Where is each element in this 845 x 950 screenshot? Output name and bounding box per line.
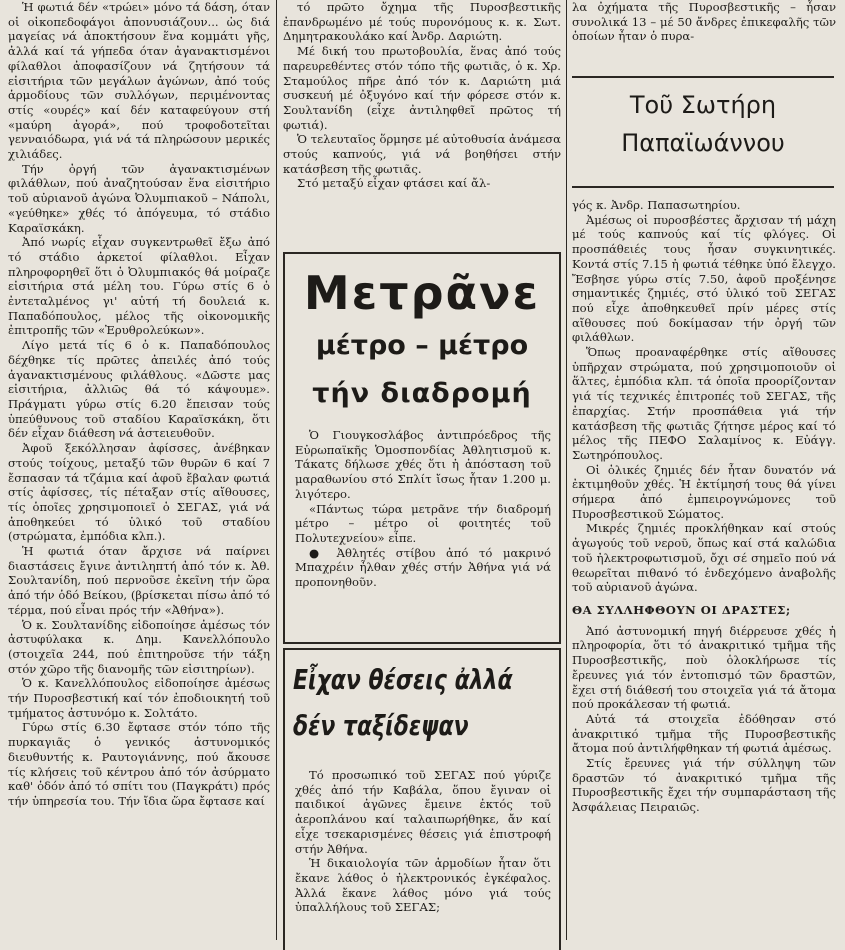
article-paragraph: Ἡ φωτιά δέν «τρώει» μόνο τά δάση, όταν οἱ οἰκοπεδοφάγοι ἀπονυσιάζουν... ὡς διά μαγείας νά ἀποκτήσουν ἕνα κομμάτι γῆς, ἀλλά καί τά γήπεδα όταν ἀγανακτισμένοι φίλαθλοι ἀποφασίζουν νά ζητήσουν τά εἰσιτήρια τῶν μεγάλων ἀγώνων, ἀπό τούς ἁρμοδίους τῶν συλλόγων, περιμένοντας στίς «ουρές» καί δέν καταφεύγουν στή «μαύρη ἀγορά», πού τροφοδοτεῖται γενναιόδωρα, γιά νά τά πληρώσουν μερικές χιλιάδες. [8,0,270,162]
article-paragraph: Ἡ φωτιά όταν ἄρχισε νά παίρνει διαστάσεις ἔγινε ἀντιληπτή ἀπό τόν κ. Ἀθ. Σουλτανίδη, πού περνοῦσε ἐκεῖνη τήν ὥρα ἀπό τήν ὁδό Βείκου, (βρίσκεται πίσω ἀπό τό τέρμα, πού εἶναι πρός τήν «Ἀθήνα»). [8,544,270,617]
article-paragraph: Ὁ τελευταῖος ὅρμησε μέ αὐτοθυσία ἀνάμεσα στούς καπνούς, γιά νά βοηθήσει στήν κατάσβεση τῆς φωτιᾶς. [283,132,561,176]
byline-line1: Τοῦ Σωτήρη [629,91,777,119]
box-paragraph: ● Ἀθλητές στίβου ἀπό τό μακρινό Μπαχρέιν ἦλθαν χθές στήν Ἀθήνα γιά νά προπονηθοῦν. [295,545,551,590]
article-paragraph: Ὅπως προαναφέρθηκε στίς αἴθουσες ὑπῆρχαν στρώματα, πού χρησιμοποιοῦν οἱ ἅλτες, ἐμπόδια κλπ. τά ὁποῖα προορίζονταν γιά τίς τεχνικές ἐπιτροπές τοῦ ΣΕΓΑΣ, τῆς ἐπαρχίας. Στήν προσπάθεια γιά τήν κατάσβεση τῆς φωτιᾶς ζήτησε μέρος καί τό μέλος τῆς ΠΕΦΟ Σαλαμίνος κ. Εὐάγγ. Σωτηρόπουλος. [572,345,836,462]
box-paragraph: «Πάντως τώρα μετρᾶνε τήν διαδρομή μέτρο – μέτρο οἱ φοιτητές τοῦ Πολυτεχνείου» εἶπε. [295,501,551,545]
box-body [295,768,551,915]
column-rule-left [276,0,277,940]
article-paragraph: γός κ. Ἀνδρ. Παπασωτηρίου. [572,198,741,212]
article-paragraph: Τήν ὀργή τῶν ἀγανακτισμένων φιλάθλων, πού ἀναζητούσαν ἕνα εἰσιτήριο τοῦ αὐριανοῦ ἀγώνα Ὀλυμπιακοῦ – Νάπολι, «γεύθηκε» χθές τό ἀπόγευμα, τό στάδιο Καραϊσκάκη. [8,161,270,235]
article-paragraph: Λίγο μετά τίς 6 ὁ κ. Παπαδόπουλος δέχθηκε τίς πρῶτες ἀπειλές ἀπό τούς ἀγανακτισμένους φιλάθλους. «Δῶστε μας εἰσιτήρια, ἀλλιῶς θά τό κάψουμε». Πράγματι γύρω στίς 6.20 ἔπεισαν τούς ὑπεύθυνους τοῦ σταδίου Καραϊσκάκη, ὅτι δέν εἶχαν διάθεση νά ἀστειευθοῦν. [8,338,270,441]
article-paragraph: Οἱ ὁλικές ζημιές δέν ἦταν δυνατόν νά ἐκτιμηθοῦν χθές. Ἡ ἐκτίμησή τους θά γίνει σήμερα ἀπό ἐμπειρογνώμονες τοῦ Πυροσβεστικοῦ Σώματος. [572,462,836,521]
article-paragraph: Στό μεταξύ εἶχαν φτάσει καί ἄλ- [297,176,491,191]
article-paragraph: λα ὀχήματα τῆς Πυροσβεστικῆς – ἦσαν συνολικά 13 – μέ 50 ἄνδρες ἐπικεφαλῆς τῶν ὁποίων ἦταν ὁ πυρα- [572,0,836,44]
sidebar-box-marathon [283,252,561,644]
box-headline-line2: δέν ταξίδεψαν [293,711,469,743]
article-paragraph: Ἀμέσως οἱ πυροσβέστες ἄρχισαν τή μάχη μέ τούς καπνούς καί τίς φλόγες. Οἱ προσπάθειές τους ἦσαν συγκινητικές. Κοντά στίς 7.15 ἡ φωτιά τέθηκε ὑπό ἔλεγχο. Ἔσβησε γύρω στίς 7.50, ἀφοῦ προξένησε σημαντικές ζημιές, στό ὑλικό τοῦ ΣΕΓΑΣ πού εἶχε ἀποθηκευθεῖ πρίν μέρες στίς αἴθουσες πού δοκίμασαν τήν ὀργή τῶν φιλάθλων. [572,212,836,345]
article-paragraph: Ὁ κ. Κανελλόπουλος εἰδοποίησε ἀμέσως τήν Πυροσβεστική καί τόν ἐποδιοικητή τοῦ τμήματος ἀστυνόμο κ. Σολτάτο. [8,676,270,720]
article-paragraph: Γύρω στίς 6.30 ἔφτασε στόν τόπο τῆς πυρκαγιᾶς ὁ γενικός ἀστυνομικός διευθυντής κ. Ραυτογιάννης, πού ἄκουσε τίς κλήσεις τοῦ κέντρου ἀπό τόν ἀσύρματο καθ' ὁδόν ἀπό τό σπίτι του (Παγκράτι) πρός τήν ὑπηρεσία του. Τήν ἴδια ὥρα ἔφτασε καί [8,720,270,808]
article-paragraph: Ἀπό ἀστυνομική πηγή διέρρευσε χθές ἡ πληροφορία, ὅτι τό ἀνακριτικό τμῆμα τῆς Πυροσβεστικῆς, ποὺ ὁλοκλήρωσε τίς ἔρευνες γιά τόν ἐντοπισμό τῶν δραστῶν, ἔχει στή διάθεσή του στοιχεῖα γιά τά ἄτομα πού προκάλεσαν τή φωτιά. [572,623,836,712]
article-paragraph: Αὐτά τά στοιχεῖα ἐδόθησαν στό ἀνακριτικό τμῆμα τῆς Πυροσβεστικῆς ἄτομα πού ἀντιλήφθηκαν τή φωτιά ἀμέσως. [572,711,836,756]
article-column-2 [283,0,561,250]
article-paragraph: Μικρές ζημιές προκλήθηκαν καί στούς ἀγωγούς τοῦ νεροῦ, ὅπως καί στά καλώδια τοῦ ἠλεκτροφωτισμοῦ, ὄχι σέ σημεῖο πού νά θεωρεῖται πιθανό τό ἐνδεχόμενο ἀναβολῆς τοῦ αὐριανοῦ ἀγώνα. [572,521,836,595]
article-paragraph: Ἀφοῦ ξεκόλλησαν ἀφίσσες, ἀνέβηκαν στούς τοίχους, μεταξύ τῶν θυρῶν 6 καί 7 ἔσπασαν τά τζάμια καί ἀφοῦ ἔβαλαν φωτιά στίς ἀφίσσες, τίς πέταξαν στίς αἴθουσες, τίς ὁποῖες χρησιμοποιεῖ ὁ ΣΕΓΑΣ, γιά νά ἀποθηκεύει τό ὑλικό τοῦ σταδίου (στρώματα, ἐμπόδια κλπ.). [8,441,270,544]
box-headline-line1: Εἶχαν θέσεις ἀλλά [293,665,513,697]
article-column-1 [8,0,270,809]
article-paragraph: Μέ δική του πρωτοβουλία, ἕνας ἀπό τούς παρευρεθέντες στόν τόπο τῆς φωτιᾶς, ὁ κ. Χρ. Σταμούλος πῆρε ἀπό τόν κ. Δαριώτη μιά συσκευή μέ ὀξυγόνο καί τήν φόρεσε στόν κ. Σουλτανίδη (εἶχε ἀντιληφθεῖ πρῶτος τή φωτιά). [283,44,561,132]
box-paragraph: Ὁ Γιουγκοσλάβος ἀντιπρόεδρος τῆς Εὐρωπαϊκῆς Ὁμοσπονδίας Ἀθλητισμοῦ κ. Τάκατς δήλωσε χθές ὅτι ἡ ἀπόσταση τοῦ μαραθωνίου στό Σπλίτ ἴσως ἦταν 1.200 μ. λιγότερο. [295,428,551,501]
box-headline-line1: Μετρᾶνε [303,266,541,320]
byline-rule-bottom [572,186,834,188]
article-paragraph: Στίς ἔρευνες γιά τήν σύλληψη τῶν δραστῶν τό ἀνακριτικό τμῆμα τῆς Πυροσβεστικῆς ἔχει τήν συμπαράσταση τῆς Ἀσφάλειας Πειραιῶς. [572,756,836,815]
article-paragraph: τό πρῶτο ὄχημα τῆς Πυροσβεστικῆς ἐπανδρωμένο μέ τούς πυρονόμους κ. κ. Σωτ. Δημητρακουλάκο καί Ἀνδρ. Δαριώτη. [283,0,561,44]
box-headline-line2: μέτρο – μέτρο [315,330,529,361]
article-column-3 [572,0,836,44]
byline-line2: Παπαϊωάννου [621,129,785,157]
box-body [295,428,551,590]
box-paragraph: Τό προσωπικό τοῦ ΣΕΓΑΣ πού γύριζε χθές ἀπό τήν Καβάλα, ὅπου ἔγιναν οἱ παιδικοί ἀγῶνες ἔμεινε ἐκτός τοῦ ἀεροπλάνου καί ταλαιπωρήθηκε, ἄν καί εἶχε τσεκαρισμένες θέσεις γιά ἐπιστροφή στήν Ἀθήνα. [295,768,551,856]
byline-rule-top [572,76,834,78]
sidebar-box-travel [283,648,561,950]
box-paragraph: Ἡ δικαιολογία τῶν ἁρμοδίων ἦταν ὅτι ἔκανε λάθος ὁ ἠλεκτρονικός ἐγκέφαλος. Ἀλλά ἔκανε λάθος μόνο γιά τούς ὑπαλλήλους τοῦ ΣΕΓΑΣ; [295,856,551,915]
article-paragraph: Ὁ κ. Σουλτανίδης εἰδοποίησε ἀμέσως τόν ἀστυφύλακα κ. Δημ. Κανελλόπουλο (στοιχεῖα 244, πού ἐπιτηροῦσε τήν τάξη στόν χῶρο τῆς διανομῆς τῶν εἰσιτηρίων). [8,617,270,676]
byline [572,86,834,162]
article-paragraph: Ἀπό νωρίς εἶχαν συγκεντρωθεῖ ἔξω ἀπό τό στάδιο ἀρκετοί φίλαθλοι. Εἶχαν πληροφορηθεῖ ὅτι ὁ Ὀλυμπιακός θά μοίραζε εἰσιτήρια στά μέλη του. Γύρω στίς 6 ὁ ἐντεταλμένος γι' αὐτή τή δουλειά κ. Παπαδόπουλος, μέλος τῆς οἰκονομικῆς ἐπιτροπῆς τῶν «Ἐρυθρολεύκων». [8,235,270,338]
article-column-3-body [572,198,836,815]
column-rule-right [566,0,567,940]
box-headline-line3: τήν διαδρομή [312,378,532,409]
subheading: ΘΑ ΣΥΛΛΗΦΘΟΥΝ ΟΙ ΔΡΑΣΤΕΣ; [572,602,791,617]
